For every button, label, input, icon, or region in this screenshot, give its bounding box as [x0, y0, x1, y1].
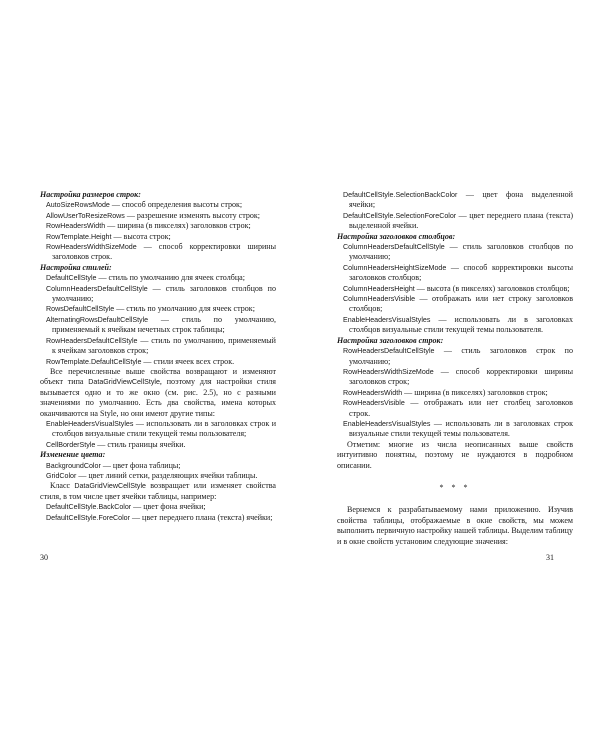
para-text: Все перечисленные выше свойства возвращают и изменяют объект типа: [40, 366, 276, 387]
definition-entry: [40, 242, 276, 263]
page-number-left: 30: [40, 553, 48, 562]
property-name: AllowUserToResizeRows: [46, 211, 125, 220]
definition-entry: [337, 284, 573, 294]
page-number-right: 31: [546, 553, 554, 562]
property-name: CellBorderStyle: [46, 440, 96, 449]
definition-entry: [40, 502, 276, 512]
property-description: — цвет линий сетки, разделяющих ячейки таблицы.: [76, 470, 258, 480]
property-description: — высота строк;: [111, 231, 171, 241]
paragraph-class-info: [40, 481, 276, 502]
property-description: — стиль заголовков строк по умолчанию;: [349, 346, 573, 366]
property-name: RowHeadersWidthSizeMode: [46, 243, 137, 252]
property-description: — разрешение изменять высоту строк;: [124, 210, 261, 220]
definition-entry: [337, 388, 573, 398]
definition-entry: [40, 513, 276, 523]
property-description: — способ корректировки ширины заголовков строк;: [349, 366, 573, 387]
definition-entry: [40, 357, 276, 367]
property-description: — способ корректировки высоты заголовков столбцов;: [349, 262, 573, 283]
rows-heading: Настройка размеров строк:: [40, 190, 141, 199]
definition-entry: [40, 304, 276, 314]
property-name: ColumnHeadersDefaultCellStyle: [46, 284, 148, 293]
property-name: DefaultCellStyle.SelectionBackColor: [343, 191, 458, 199]
property-name: AutoSizeRowsMode: [46, 201, 110, 210]
property-name: DefaultCellStyle.ForeColor: [46, 513, 130, 522]
property-description: — стиль по умолчанию, применяемый к ячейкам заголовков строк;: [52, 335, 276, 356]
property-description: — стили ячеек всех строк.: [141, 356, 235, 366]
property-name: DefaultCellStyle.SelectionForeColor: [343, 211, 457, 220]
property-description: — цвет фона ячейки;: [131, 502, 206, 512]
definition-entry: [40, 440, 276, 450]
row-headers-heading: Настройка заголовков строк:: [337, 335, 444, 345]
paragraph-styles-info: [40, 367, 276, 419]
property-name: AlternatingRowsDefaultCellStyle: [46, 315, 149, 324]
definition-entry: [40, 471, 276, 481]
definition-entry: [40, 200, 276, 210]
definition-entry: [40, 232, 276, 242]
property-name: ColumnHeadersVisible: [343, 295, 416, 304]
styles-heading: Настройка стилей:: [40, 262, 112, 272]
property-name: RowHeadersDefaultCellStyle: [343, 347, 435, 356]
property-description: — стиль заголовков столбцов по умолчанию;: [349, 242, 573, 262]
property-name: GridColor: [46, 471, 77, 480]
definition-entry: [40, 419, 276, 440]
property-name: RowTemplate.DefaultCellStyle: [46, 357, 142, 366]
property-name: RowHeadersWidth: [46, 222, 106, 231]
right-page: [337, 190, 573, 547]
definition-entry: [337, 211, 573, 232]
definition-entry: [40, 211, 276, 221]
property-name: RowHeadersWidth: [343, 388, 403, 397]
property-description: — ширина (в пикселях) заголовков строк;: [402, 387, 548, 397]
property-description: — отображать или нет столбец заголовков строк.: [349, 398, 573, 418]
property-name: RowHeadersVisible: [343, 399, 405, 408]
property-description: — стиль по умолчанию для ячеек строк;: [114, 304, 255, 314]
property-description: — отображать или нет строку заголовков столбцов;: [349, 294, 573, 314]
property-name: EnableHeadersVisualStyles: [46, 419, 134, 428]
property-description: — ширина (в пикселях) заголовков строк;: [105, 221, 251, 231]
definition-entry: [337, 242, 573, 263]
definition-entry: [40, 336, 276, 357]
property-name: ColumnHeadersHeightSizeMode: [343, 263, 447, 272]
definition-entry: [337, 419, 573, 440]
definition-entry: [40, 284, 276, 305]
color-heading: Изменение цвета:: [40, 450, 106, 460]
para-text: возвращает или изменяет свойства стиля, в том числе цвет ячейки таблицы, например:: [40, 481, 276, 501]
property-name: RowHeadersWidthSizeMode: [343, 367, 434, 376]
styles-list: [40, 273, 276, 367]
definition-entry: [40, 461, 276, 471]
left-page: [40, 190, 276, 523]
definition-entry: [40, 315, 276, 336]
property-description: — цвет фона выделенной ячейки;: [349, 190, 573, 210]
definition-entry: [40, 221, 276, 231]
para-text: Класс: [50, 481, 75, 491]
property-name: ColumnHeadersHeight: [343, 284, 415, 293]
property-name: RowsDefaultCellStyle: [46, 305, 115, 314]
property-description: — использовать ли в заголовках строк визуальные стили текущей темы пользователя.: [349, 418, 573, 439]
property-description: — цвет фона таблицы;: [100, 460, 181, 470]
property-description: — использовать ли в заголовках столбцов визуальные стили текущей темы пользователя.: [349, 314, 573, 335]
note-paragraph: Отметим: многие из числа неописанных выше свойств интуитивно понятны, поэтому не нуждаются в подробном описании.: [337, 439, 573, 470]
extra-style-list: [40, 419, 276, 450]
property-description: — использовать ли в заголовках строк и столбцов визуальные стили текущей темы пользователя;: [52, 418, 276, 439]
definition-entry: [337, 190, 573, 211]
property-description: — стиль заголовков столбцов по умолчанию;: [52, 283, 276, 304]
definition-entry: [337, 346, 573, 367]
rows-list: [40, 200, 276, 262]
definition-entry: [337, 263, 573, 284]
property-description: — способ корректировки ширины заголовков строк.: [52, 242, 276, 262]
row-headers-list: [337, 346, 573, 440]
property-name: DefaultCellStyle: [46, 274, 97, 283]
column-headers-list: [337, 242, 573, 336]
property-name: DefaultCellStyle.BackColor: [46, 503, 132, 512]
class-list: [40, 502, 276, 523]
property-description: — стиль по умолчанию, применяемый к ячейкам нечетных строк таблицы;: [52, 314, 276, 335]
definition-entry: [337, 315, 573, 336]
property-name: EnableHeadersVisualStyles: [343, 315, 431, 324]
color-list: [40, 461, 276, 482]
property-name: ColumnHeadersDefaultCellStyle: [343, 243, 445, 252]
property-description: — стиль по умолчанию для ячеек столбца;: [96, 273, 245, 283]
property-description: — стиль границы ячейки.: [95, 439, 186, 449]
section-separator: * * *: [439, 482, 471, 492]
closing-paragraph: Вернемся к разрабатываемому нами приложению. Изучив свойства таблицы, отображаемые в окне свойств, мы можем выполнить первичную настройку нашей таблицы. Выделим таблицу и в окне свойств установим следующие значения:: [337, 505, 573, 546]
property-name: BackgroundColor: [46, 461, 101, 470]
definition-entry: [337, 367, 573, 388]
definition-entry: [337, 294, 573, 315]
property-description: — цвет переднего плана (текста) ячейки;: [129, 512, 273, 522]
property-name: RowTemplate.Height: [46, 232, 112, 241]
property-description: — высота (в пикселях) заголовков столбцов;: [414, 283, 570, 293]
definition-entry: [337, 398, 573, 419]
property-name: EnableHeadersVisualStyles: [343, 419, 431, 428]
column-headers-heading: Настройка заголовков столбцов:: [337, 231, 456, 241]
selection-list: [337, 190, 573, 232]
para-term: DataGridViewCellStyle: [88, 378, 160, 387]
para-text: , поэтому для настройки стиля вызывается одно и то же окно (см. рис. 2.5), но с разными значениями по умолчанию. Есть два свойства, имена которых оканчиваются на Style, но они имеют другие типы:: [40, 377, 276, 418]
definition-entry: [40, 273, 276, 283]
property-description: — цвет переднего плана (текста) выделенной ячейки.: [349, 210, 573, 231]
property-name: RowHeadersDefaultCellStyle: [46, 336, 138, 345]
para-term: DataGridViewCellStyle: [74, 482, 146, 491]
property-description: — способ определения высоты строк;: [109, 200, 243, 210]
